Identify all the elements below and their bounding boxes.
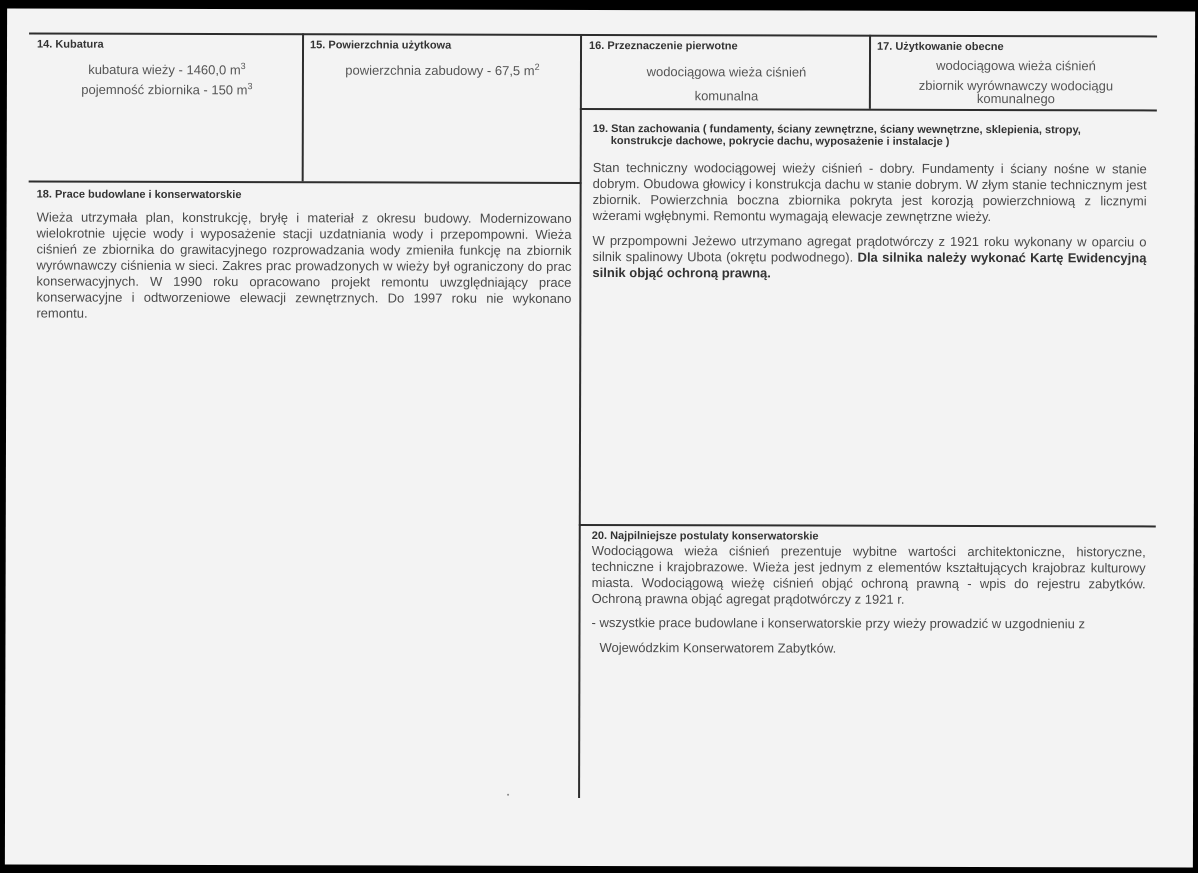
paper-speck (507, 794, 509, 796)
tank-capacity-unit-sup: 3 (247, 81, 253, 92)
section-17-label: 17. Użytkowanie obecne (877, 40, 1004, 54)
condition-paragraph-2-text: W przpompowni Jeżewo utrzymano agregat prądotwórczy z 1921 roku wykonany w oparciu o silnik spalinowy Ubota (okrętu podwodnego). (592, 232, 1147, 265)
postulates-paragraph-2: - wszystkie prace budowlane i konserwatorskie przy wieży prowadzić w uzgodnieniu z (591, 614, 1086, 632)
section-20-postulates (591, 530, 1145, 657)
section-19-condition (592, 123, 1146, 282)
built-area-text: powierzchnia zabudowy - 67,5 m (345, 62, 535, 79)
works-paragraph: Wieża utrzymała plan, konstrukcję, bryłę i materiał z okresu budowy. Modernizowano wielokrotnie ujęcie wody i wyposażenie stacji uzdatniania wody i przepompowni. Wieża ciśnień ze zbiornika do grawitacyjnego rozprowadzania wody zmieniła funkcję na zbiornik wyrównawczy ciśnienia w sieci. Zakres prac prowadzonych w wieży był ograniczony do prac konserwacyjnych. W 1990 roku opracowano projekt remontu uwzględniający prace konserwacyjne i odtworzeniowe elewacji zewnętrznych. Do 1997 roku nie wykonano remontu. (36, 209, 572, 321)
section-19-label-line2: konstrukcje dachowe, pokrycie dachu, wyposażenie i instalacje ) (610, 135, 950, 148)
condition-paragraph-1: Stan techniczny wodociągowej wieży ciśnień - dobry. Fundamenty i ściany nośne w stanie dobrym. Obudowa głowicy i konstrukcja dachu w stanie dobrym. W złym stanie technicznym jest zbiornik. Powierzchnia boczna zbiornika pokryta jest korozją powierzchniową z licznymi wżerami wgłębnymi. Remontu wymagają elewacje zewnętrzne wieży. (592, 159, 1147, 225)
rule-under-16-17 (580, 108, 1157, 112)
tank-capacity-line (37, 81, 297, 98)
section-18-label: 18. Prace budowlane i konserwatorskie (36, 188, 242, 202)
section-19-label-line1: 19. Stan zachowania ( fundamenty, ściany zewnętrzne, ściany wewnętrzne, sklepienia, stropy, (592, 122, 1081, 137)
condition-paragraph-2 (592, 233, 1146, 282)
rule-under-14-15 (29, 181, 582, 184)
divider-14-15 (302, 33, 304, 181)
section-14-kubatura (37, 39, 297, 98)
rule-above-20 (579, 524, 1156, 528)
section-16-label: 16. Przeznaczenie pierwotne (589, 39, 738, 53)
condition-paragraph-2-bold: Dla silnika należy wykonać Kartę Ewidencyjną silnik objąć ochroną prawną. (592, 249, 1147, 281)
built-area-line (310, 61, 575, 78)
section-14-label: 14. Kubatura (37, 38, 104, 51)
original-purpose-line2: komunalna (694, 88, 759, 104)
section-17-current-use (877, 41, 1155, 106)
current-use-line3: komunalnego (976, 90, 1055, 107)
section-20-label: 20. Najpilniejsze postulaty konserwatorskie (591, 529, 819, 543)
volume-tower-unit-sup: 3 (240, 61, 246, 72)
volume-tower-text: kubatura wieży - 1460,0 m (88, 61, 241, 78)
record-card (5, 8, 1195, 867)
current-use-line2: zbiornik wyrównawczy wodociągu (918, 77, 1114, 94)
current-use-line1: wodociągowa wieża ciśnień (936, 57, 1096, 74)
section-18-works (36, 189, 571, 323)
volume-tower-line (37, 61, 297, 78)
divider-16-17 (869, 35, 871, 109)
section-15-usable-area (310, 39, 575, 78)
original-purpose-line1: wodociągowa wieża ciśnień (646, 64, 807, 80)
section-15-label: 15. Powierzchnia użytkowa (310, 39, 452, 52)
tank-capacity-text: pojemność zbiornika - 150 m (81, 82, 248, 98)
divider-main-column (578, 34, 582, 798)
postulates-paragraph-3: Wojewódzkim Konserwatorem Zabytków. (599, 639, 837, 656)
top-rule (29, 33, 1157, 38)
built-area-unit-sup: 2 (534, 61, 540, 72)
postulates-paragraph-1: Wodociągowa wieża ciśnień prezentuje wybitne wartości architektoniczne, historyczne, techniczne i krajobrazowe. Wieża jest jednym z elementów kształtujących krajobraz kulturowy miasta. Wodociągową wieżę ciśnień objąć ochroną prawną - wpis do rejestru zabytków. Ochroną prawna objąć agregat prądotwórczy z 1921 r. (591, 542, 1146, 607)
section-16-original-purpose (589, 40, 864, 104)
